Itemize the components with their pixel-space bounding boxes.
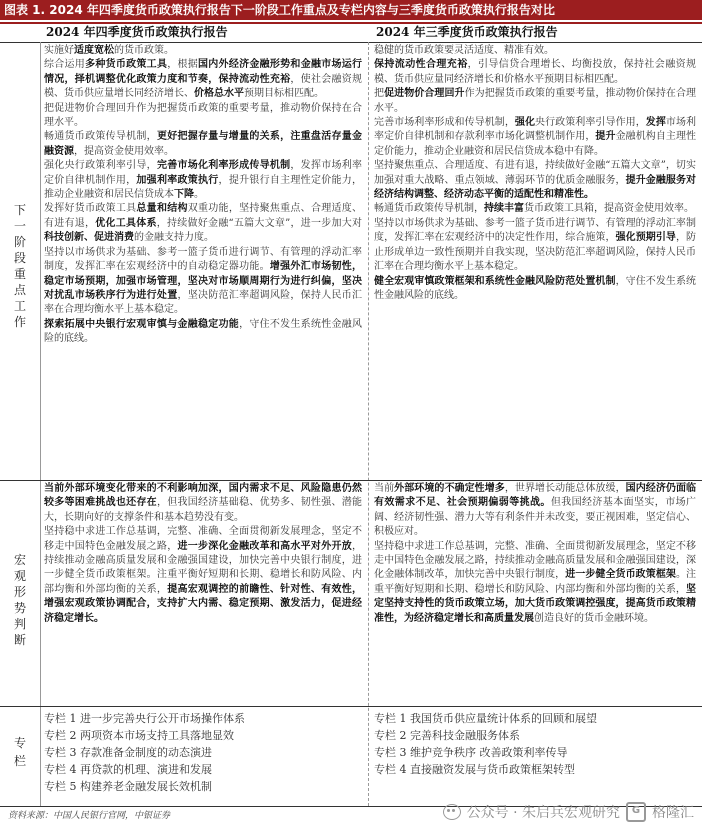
text-run: 当前 xyxy=(374,483,395,494)
column-item: 专栏 1 进一步完善央行公开市场操作体系 xyxy=(44,712,245,725)
paragraph xyxy=(44,202,362,245)
emphasis-text: 更好把握存量与增量的关系，注重盘活存量金融资源 xyxy=(44,131,362,157)
emphasis-text: 坚定坚持支持性的货币政策立场，加大货币政策调控强度，提高货币政策精准性，为经济稳定增长和高质量发展 xyxy=(374,583,696,624)
column-item: 专栏 3 存款准备金制度的动态演进 xyxy=(44,746,212,759)
emphasis-text: 加强利率政策执行 xyxy=(136,174,219,186)
paragraph xyxy=(374,482,696,540)
emphasis-text: 进一步健全货币政策框架 xyxy=(565,569,676,581)
paragraph xyxy=(374,44,696,58)
emphasis-text: 国内经济仍面临有效需求不足、社会预期偏弱等挑战。 xyxy=(374,483,696,509)
next-phase-q3-text xyxy=(374,44,696,480)
paragraph xyxy=(44,525,362,626)
text-run: ，发挥市场利率定价自律机制作用， xyxy=(44,160,362,186)
text-run: 央行政策利率引导作用， xyxy=(535,117,646,129)
text-run: 坚持稳中求进工作总基调，完整、准确、全面贯彻新发展理念，坚定不移走中国特色金融发展之路， xyxy=(44,526,362,552)
figure-title: 图表 1. 2024 年四季度货币政策执行报告下一阶段工作重点及专栏内容与三季度货币政策执行报告对比 xyxy=(0,0,702,20)
section-label-macro: 宏 观 形 势 判 断 xyxy=(13,553,26,647)
text-run: ，但我国经济基础稳、优势多、韧性强、潜能大，长期向好的支撑条件和基本趋势没有变。 xyxy=(44,497,362,523)
emphasis-text: 完善市场化利率形成传导机制 xyxy=(156,160,291,172)
watermark-logo-text: 格隆汇 xyxy=(652,805,694,821)
text-run: 畅通货币政策传导机制， xyxy=(374,203,484,215)
text-run: 坚持聚焦重点、合理适度、有进有退，持续做好金融“五篇大文章”，切实加强对重大战略、重点领域、薄弱环节的优质金融服务， xyxy=(374,160,696,186)
emphasis-text: 强化预期引导 xyxy=(615,232,676,244)
column-item: 专栏 4 直接融资发展与货币政策框架转型 xyxy=(374,763,575,776)
text-run: 把促进物价合理回升作为把握货币政策的重要考量，推动物价保持在合理水平。 xyxy=(44,102,362,129)
columns-q3-list xyxy=(374,710,696,804)
emphasis-text: 优化工具体系 xyxy=(95,217,157,229)
paragraph xyxy=(44,318,362,347)
paragraph xyxy=(44,44,362,58)
text-run: 强化央行政策利率引导， xyxy=(44,160,157,172)
emphasis-text: 国内外经济金融形势和金融市场运行情况，择机调整优化政策力度和节奏，保持流动性充裕 xyxy=(44,59,362,85)
middle-column-divider xyxy=(368,42,369,806)
emphasis-text: 持续丰富 xyxy=(484,203,524,215)
paragraph xyxy=(374,159,696,202)
text-run: ，防止形成单边一致性预期并自我实现，坚决防范汇率超调风险，保持人民币汇率在合理均衡水平上基本稳定。 xyxy=(374,232,696,273)
emphasis-text: 多种货币政策工具 xyxy=(85,59,168,71)
emphasis-text: 提升金融服务对经济结构调整、经济动态平衡的适配性和精准性。 xyxy=(374,174,696,201)
text-run: 市场利率定价自律机制和存款利率市场化调整机制作用， xyxy=(374,117,696,143)
column-item: 专栏 1 我国货币供应量统计体系的回顾和展望 xyxy=(374,712,597,725)
label-column-divider xyxy=(40,42,41,806)
paragraph xyxy=(374,116,696,159)
column-item: 专栏 2 完善科技金融服务体系 xyxy=(374,729,520,742)
text-run: 创造良好的货币金融环境。 xyxy=(534,612,654,624)
emphasis-text: 健全宏观审慎政策框架和系统性金融风险防范处置机制 xyxy=(374,275,616,287)
emphasis-text: 增强外汇市场韧性，稳定市场预期，加强市场管理，坚决对市场顺周期行为进行纠偏，坚决对扰乱市场秩序行为进行处置 xyxy=(44,261,362,301)
text-run: ，根据 xyxy=(167,59,199,71)
paragraph xyxy=(374,275,696,304)
emphasis-text: 价格总水平 xyxy=(194,88,244,100)
emphasis-text: 提升 xyxy=(595,131,616,143)
text-run: 。注重平衡好短期和长期、稳增长和防风险、内部均衡和外部均衡的关系， xyxy=(374,569,696,595)
section-rule-1 xyxy=(0,480,702,481)
text-run: 坚持以市场供求为基础、参考一篮子货币进行调节、有管理的浮动汇率制度，发挥汇率在宏观经济中的自动稳定器功能。 xyxy=(44,246,362,273)
paragraph xyxy=(374,58,696,87)
text-run: ，守住不发生系统性金融风险的底线。 xyxy=(374,275,696,301)
text-run: 畅通货币政策传导机制， xyxy=(44,131,157,143)
watermark xyxy=(443,802,694,822)
text-run: ，使社会融资规模、货币供应量增长同经济增长、 xyxy=(44,73,362,100)
text-run: ，持续做好金融“五篇大文章”，进一步加大对 xyxy=(156,217,362,229)
emphasis-text: 发挥 xyxy=(645,117,666,129)
text-run: 把 xyxy=(374,88,385,100)
paragraph xyxy=(374,217,696,275)
section-rule-2 xyxy=(0,706,702,707)
section-label-columns: 专 栏 xyxy=(13,736,26,768)
paragraph xyxy=(374,202,696,216)
text-run: 坚持稳中求进工作总基调，完整、准确、全面贯彻新发展理念，坚定不移走中国特色金融发展之路，持续推动金融高质量发展和金融强国建设，深化金融体制改革，加快完善中央银行制度， xyxy=(374,540,696,581)
text-run: 作为把握货币政策的重要考量，推动物价保持在合理水平。 xyxy=(374,88,696,114)
emphasis-text: 提高宏观调控的前瞻性、针对性、有效性，增强宏观政策协调配合，支持扩大内需、稳定预期、激发活力，促进经济稳定增长。 xyxy=(44,583,362,624)
text-run: ，持续推动金融高质量发展和金融强国建设，加快完善中央银行制度，进一步健全货币政策框架。注重平衡好短期和长期、稳增长和防风险、内部均衡和外部均衡的关系， xyxy=(44,540,362,595)
header-bottom-rule xyxy=(0,42,702,43)
header-q4-report: 2024 年四季度货币政策执行报告 xyxy=(46,25,228,39)
emphasis-text: 下降 xyxy=(174,189,194,201)
text-run: 的货币政策。 xyxy=(114,45,174,56)
section-label-next-phase: 下 一 阶 段 重 点 工 作 xyxy=(13,203,26,329)
emphasis-text: 适度宽松 xyxy=(74,45,114,56)
text-run: 。 xyxy=(194,189,204,201)
macro-q3-text xyxy=(374,482,696,706)
text-run: ，引导信贷合理增长、均衡投放，保持社会融资规模、货币供应量同经济增长和价格水平预期目标相匹配。 xyxy=(374,59,696,85)
column-item: 专栏 4 再贷款的机理、演进和发展 xyxy=(44,763,212,776)
text-run: ，守住不发生系统性金融风险的底线。 xyxy=(44,318,362,345)
paragraph xyxy=(44,159,362,202)
emphasis-text: 外部环境的不确定性增多 xyxy=(394,483,505,494)
macro-q4-text xyxy=(44,482,362,706)
text-run: 但我国经济基本面坚实，市场广阔、经济韧性强、潜力大等有利条件并未改变，要正视困难，坚定信心、积极应对。 xyxy=(374,497,696,538)
emphasis-text: 总量和结构 xyxy=(136,203,188,215)
text-run: ，世界增长动能总体放缓， xyxy=(504,483,626,494)
text-run: 实施好 xyxy=(44,45,74,56)
text-run: 发挥好货币政策工具 xyxy=(44,203,137,215)
text-run: ，提高资金使用效率。 xyxy=(74,145,174,157)
columns-q4-list xyxy=(44,710,362,804)
text-run: 货币政策工具箱，提高资金使用效率。 xyxy=(524,203,694,215)
paragraph xyxy=(374,87,696,116)
text-run: 预期目标相匹配。 xyxy=(244,88,324,100)
wechat-icon xyxy=(443,804,461,820)
emphasis-text: 进一步深化金融改革和高水平对外开放 xyxy=(177,540,353,552)
text-run: 双重功能，坚持聚焦重点、合理适度、有进有退， xyxy=(44,203,362,229)
emphasis-text: 强化 xyxy=(514,117,536,129)
text-run: 坚持以市场供求为基础、参考一篮子货币进行调节、有管理的浮动汇率制度，发挥汇率在宏观经济中的决定性作用，综合施策， xyxy=(374,217,696,244)
text-run: 金融机构自主理性定价能力，推动企业融资和居民信贷成本稳中有降。 xyxy=(374,131,696,157)
emphasis-text: 探索拓展中央银行宏观审慎与金融稳定功能 xyxy=(44,318,240,330)
text-run: 稳健的货币政策要灵活适度、精准有效。 xyxy=(374,45,554,56)
text-run: 综合运用 xyxy=(44,59,86,71)
paragraph xyxy=(374,540,696,626)
header-q3-report: 2024 年三季度货币政策执行报告 xyxy=(376,25,558,39)
text-run: ，坚决防范汇率超调风险，保持人民币汇率在合理均衡水平上基本稳定。 xyxy=(44,289,362,316)
paragraph xyxy=(44,482,362,525)
emphasis-text: 当前外部环境变化带来的不利影响加深，国内需求不足、风险隐患仍然较多等困难挑战也还存在 xyxy=(44,483,362,509)
emphasis-text: 促进物价合理回升 xyxy=(384,88,465,100)
source-note: 资料来源：中国人民银行官网，中银证券 xyxy=(8,811,171,821)
paragraph xyxy=(44,246,362,318)
next-phase-q4-text xyxy=(44,44,362,480)
paragraph xyxy=(44,102,362,131)
text-run: 的金融支持力度。 xyxy=(134,232,214,244)
emphasis-text: 科技创新、促进消费 xyxy=(44,232,134,244)
watermark-text: 公众号 · 朱启兵宏观研究 xyxy=(466,805,620,821)
column-item: 专栏 5 构建养老金融发展长效机制 xyxy=(44,780,212,793)
column-item: 专栏 3 维护竞争秩序 改善政策利率传导 xyxy=(374,746,568,759)
gelonghui-logo-icon: G xyxy=(626,802,646,822)
text-run: ，提升银行自主理性定价能力，推动企业融资和居民信贷成本 xyxy=(44,174,362,201)
column-item: 专栏 2 两项资本市场支持工具落地显效 xyxy=(44,729,234,742)
emphasis-text: 保持流动性合理充裕 xyxy=(374,59,468,71)
paragraph xyxy=(44,130,362,159)
paragraph xyxy=(44,58,362,101)
text-run: 完善市场利率形成和传导机制， xyxy=(374,117,515,129)
